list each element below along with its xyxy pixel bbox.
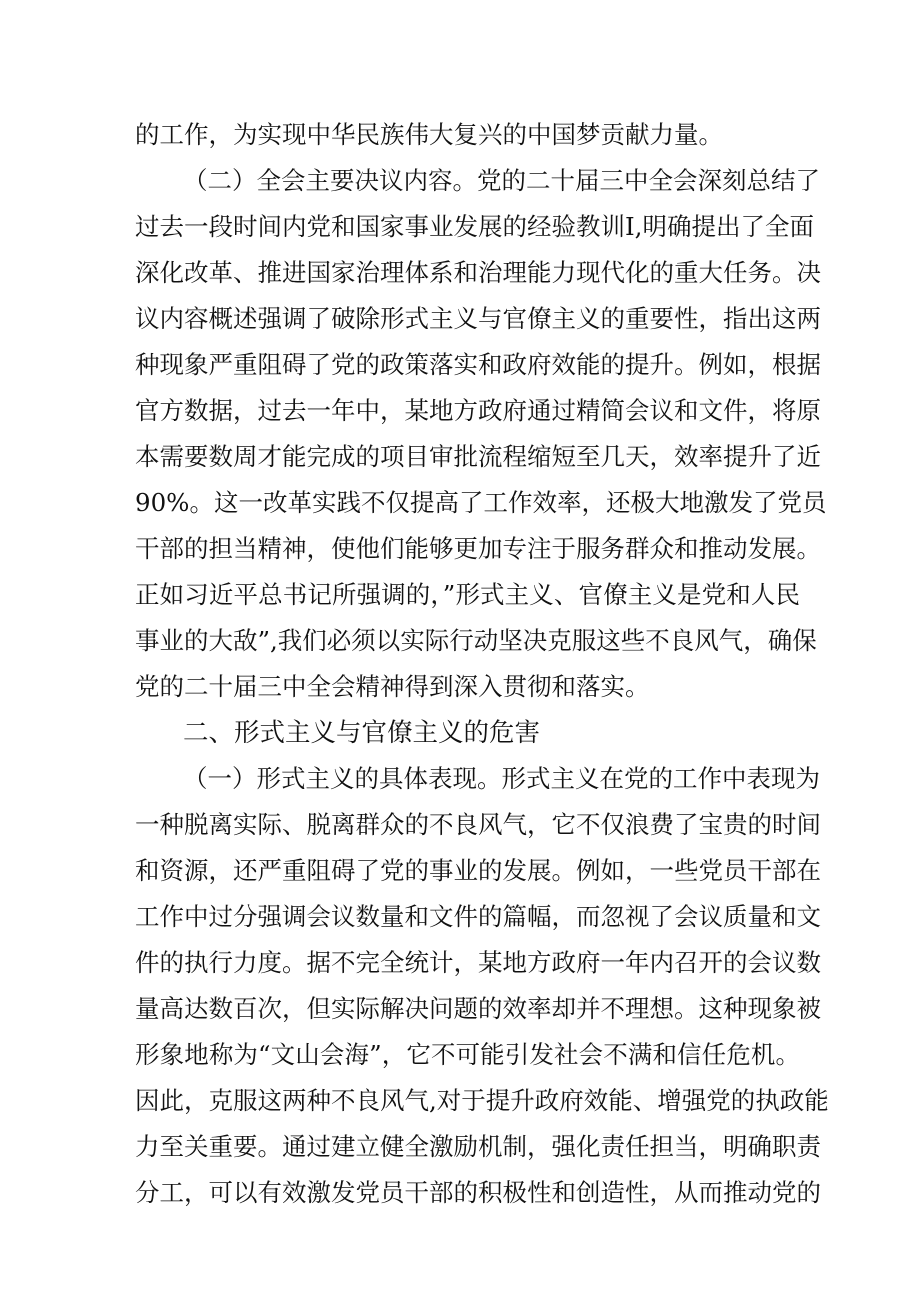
paragraph-line: （二）全会主要决议内容。党的二十届三中全会深刻总结了 (183, 166, 820, 195)
paragraph-line: 因此，克服这两种不良风气,对于提升政府效能、增强党的执政能 (135, 1086, 829, 1115)
paragraph-line: 议内容概述强调了破除形式主义与官僚主义的重要性，指出这两 (135, 304, 821, 333)
paragraph-line: 件的执行力度。据不完全统计，某地方政府一年内召开的会议数 (135, 948, 821, 977)
paragraph-line: 党的二十届三中全会精神得到深入贯彻和落实。 (135, 672, 650, 701)
paragraph-line: 干部的担当精神，使他们能够更加专注于服务群众和推动发展。 (135, 534, 821, 563)
paragraph-line: 种现象严重阻碍了党的政策落实和政府效能的提升。例如，根据 (135, 350, 821, 379)
paragraph-line: 90%。这一改革实践不仅提高了工作效率，还极大地激发了党员 (135, 488, 827, 517)
paragraph-line: 和资源，还严重阻碍了党的事业的发展。例如，一些党员干部在 (135, 856, 821, 885)
paragraph-line: 深化改革、推进国家治理体系和治理能力现代化的重大任务。决 (135, 258, 821, 287)
paragraph-line: 官方数据，过去一年中，某地方政府通过精简会议和文件，将原 (135, 396, 821, 425)
paragraph-line: 过去一段时间内党和国家事业发展的经验教训I,明确提出了全面 (135, 212, 814, 241)
paragraph-line: （一）形式主义的具体表现。形式主义在党的工作中表现为 (183, 764, 820, 793)
paragraph-line: 本需要数周才能完成的项目审批流程缩短至几天，效率提升了近 (135, 442, 821, 471)
paragraph-line: 正如习近平总书记所强调的，”形式主义、官僚主义是党和人民 (135, 580, 800, 609)
paragraph-line: 分工，可以有效激发党员干部的积极性和创造性，从而推动党的 (135, 1178, 821, 1207)
paragraph-line: 一种脱离实际、脱离群众的不良风气，它不仅浪费了宝贵的时间 (135, 810, 821, 839)
paragraph-line: 形象地称为“文山会海”，它不可能引发社会不满和信任危机。 (135, 1040, 800, 1069)
paragraph-line: 量高达数百次，但实际解决问题的效率却并不理想。这种现象被 (135, 994, 821, 1023)
paragraph-line: 的工作，为实现中华民族伟大复兴的中国梦贡献力量。 (135, 120, 723, 149)
section-heading: 二、形式主义与官僚主义的危害 (183, 718, 541, 748)
paragraph-line: 力至关重要。通过建立健全激励机制，强化责任担当，明确职责 (135, 1132, 821, 1161)
paragraph-line: 事业的大敌”,我们必须以实际行动坚决克服这些不良风气，确保 (135, 626, 817, 655)
paragraph-line: 工作中过分强调会议数量和文件的篇幅，而忽视了会议质量和文 (135, 902, 821, 931)
